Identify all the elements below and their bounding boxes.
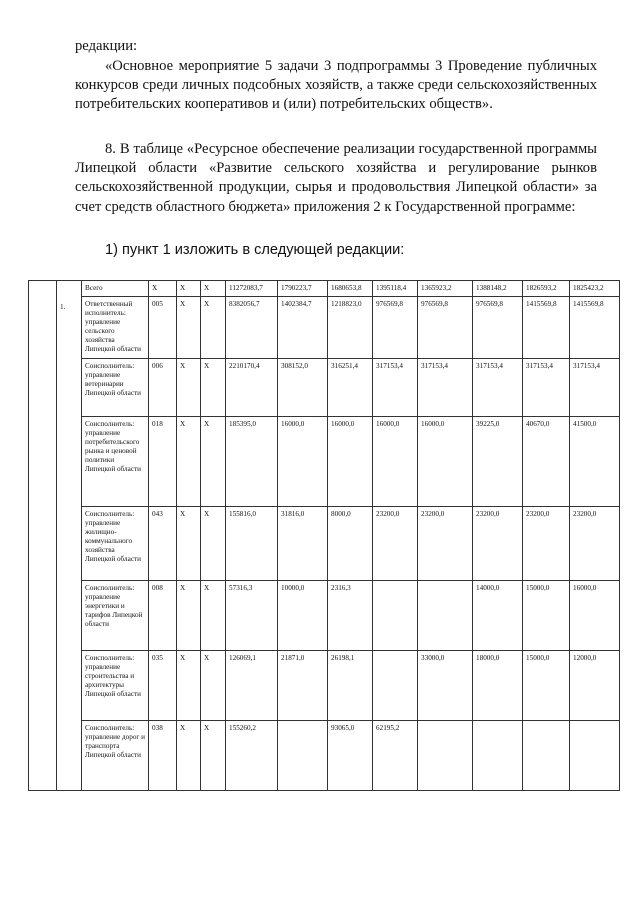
- target-code-cell: Х: [201, 297, 226, 359]
- executor-name-cell: Всего: [82, 281, 149, 297]
- section-code-cell: Х: [177, 721, 201, 791]
- budget-code-cell: 008: [149, 581, 177, 651]
- amount-cell: 15000,0: [523, 581, 570, 651]
- amount-cell: 2316,3: [328, 581, 373, 651]
- executor-name-cell: Соисполнитель: управление жилищно-коммунального хозяйства Липецкой области: [82, 507, 149, 581]
- amount-cell: [418, 581, 473, 651]
- target-code-cell: Х: [201, 281, 226, 297]
- amount-cell: [278, 721, 328, 791]
- amount-cell: 15000,0: [523, 651, 570, 721]
- section-code-cell: Х: [177, 297, 201, 359]
- amount-cell: 1790223,7: [278, 281, 328, 297]
- amount-cell: 2210170,4: [226, 359, 278, 417]
- amount-cell: 40670,0: [523, 417, 570, 507]
- amount-cell: [523, 721, 570, 791]
- table-row: [29, 507, 620, 581]
- amount-cell: 23200,0: [523, 507, 570, 581]
- amount-cell: [373, 581, 418, 651]
- amount-cell: 317153,4: [418, 359, 473, 417]
- budget-code-cell: 038: [149, 721, 177, 791]
- amount-cell: 16000,0: [328, 417, 373, 507]
- amount-cell: 308152,0: [278, 359, 328, 417]
- amount-cell: 23200,0: [473, 507, 523, 581]
- executor-name-cell: Соисполнитель: управление потребительского рынка и ценовой политики Липецкой области: [82, 417, 149, 507]
- section-code-cell: Х: [177, 581, 201, 651]
- paragraph-3: 1) пункт 1 изложить в следующей редакции:: [105, 242, 405, 258]
- amount-cell: 1415569,8: [523, 297, 570, 359]
- amount-cell: 155816,0: [226, 507, 278, 581]
- amount-cell: 1402384,7: [278, 297, 328, 359]
- section-code-cell: Х: [177, 417, 201, 507]
- heading-line: редакции:: [75, 38, 138, 54]
- amount-cell: 185395,0: [226, 417, 278, 507]
- resource-table: [28, 280, 620, 791]
- table-row: [29, 281, 620, 297]
- target-code-cell: Х: [201, 507, 226, 581]
- executor-name-cell: Соисполнитель: управление дорог и транспорта Липецкой области: [82, 721, 149, 791]
- executor-name-cell: Соисполнитель: управление ветеринарии Липецкой области: [82, 359, 149, 417]
- amount-cell: 16000,0: [570, 581, 620, 651]
- amount-cell: [473, 721, 523, 791]
- amount-cell: 16000,0: [418, 417, 473, 507]
- amount-cell: 126069,1: [226, 651, 278, 721]
- amount-cell: 16000,0: [373, 417, 418, 507]
- section-code-cell: Х: [177, 507, 201, 581]
- section-code-cell: Х: [177, 359, 201, 417]
- amount-cell: 1825423,2: [570, 281, 620, 297]
- target-code-cell: Х: [201, 581, 226, 651]
- amount-cell: 11272083,7: [226, 281, 278, 297]
- amount-cell: [570, 721, 620, 791]
- amount-cell: [373, 651, 418, 721]
- amount-cell: 16000,0: [278, 417, 328, 507]
- executor-name-cell: Ответственный исполнитель: управление сельского хозяйства Липецкой области: [82, 297, 149, 359]
- amount-cell: 14000,0: [473, 581, 523, 651]
- table-row: [29, 721, 620, 791]
- amount-cell: 1680653,8: [328, 281, 373, 297]
- amount-cell: 976569,8: [418, 297, 473, 359]
- amount-cell: 155260,2: [226, 721, 278, 791]
- amount-cell: 33000,0: [418, 651, 473, 721]
- amount-cell: 23200,0: [570, 507, 620, 581]
- budget-code-cell: 005: [149, 297, 177, 359]
- budget-code-cell: 043: [149, 507, 177, 581]
- amount-cell: 26198,1: [328, 651, 373, 721]
- executor-name-cell: Соисполнитель: управление строительства и архитектуры Липецкой области: [82, 651, 149, 721]
- amount-cell: 31816,0: [278, 507, 328, 581]
- target-code-cell: Х: [201, 417, 226, 507]
- amount-cell: 41500,0: [570, 417, 620, 507]
- target-code-cell: Х: [201, 359, 226, 417]
- amount-cell: 8000,0: [328, 507, 373, 581]
- amount-cell: 317153,4: [523, 359, 570, 417]
- table-body: [29, 281, 620, 791]
- section-code-cell: Х: [177, 281, 201, 297]
- table-row: [29, 359, 620, 417]
- executor-name-cell: Соисполнитель: управление энергетики и тарифов Липецкой области: [82, 581, 149, 651]
- amount-cell: 317153,4: [570, 359, 620, 417]
- amount-cell: 39225,0: [473, 417, 523, 507]
- table-row: [29, 297, 620, 359]
- budget-code-cell: 006: [149, 359, 177, 417]
- amount-cell: 1388148,2: [473, 281, 523, 297]
- amount-cell: 12000,0: [570, 651, 620, 721]
- amount-cell: 1415569,8: [570, 297, 620, 359]
- budget-code-cell: 035: [149, 651, 177, 721]
- amount-cell: 1365923,2: [418, 281, 473, 297]
- table-row: [29, 581, 620, 651]
- amount-cell: 976569,8: [373, 297, 418, 359]
- amount-cell: 18000,0: [473, 651, 523, 721]
- target-code-cell: Х: [201, 721, 226, 791]
- table-row: [29, 417, 620, 507]
- amount-cell: 1826593,2: [523, 281, 570, 297]
- amount-cell: 976569,8: [473, 297, 523, 359]
- paragraph-event-description: [75, 57, 597, 115]
- table-row: [29, 651, 620, 721]
- amount-cell: 317153,4: [473, 359, 523, 417]
- target-code-cell: Х: [201, 651, 226, 721]
- amount-cell: 57316,3: [226, 581, 278, 651]
- amount-cell: 10000,0: [278, 581, 328, 651]
- item-number-cell: 1.: [57, 281, 82, 791]
- amount-cell: 21871,0: [278, 651, 328, 721]
- budget-code-cell: 018: [149, 417, 177, 507]
- paragraph-1: «Основное мероприятие 5 задачи 3 подпрограммы 3 Проведение публичных конкурсов среди личных подсобных хозяйств, а также среди сельскохозяйственных потребительских кооперативов и (или) потребительских обществ».: [75, 58, 597, 113]
- section-code-cell: Х: [177, 651, 201, 721]
- amount-cell: 1395118,4: [373, 281, 418, 297]
- amount-cell: 316251,4: [328, 359, 373, 417]
- budget-code-cell: Х: [149, 281, 177, 297]
- amount-cell: 8382056,7: [226, 297, 278, 359]
- amount-cell: [418, 721, 473, 791]
- amount-cell: 23200,0: [373, 507, 418, 581]
- blank-cell: [29, 281, 57, 791]
- amount-cell: 1218823,0: [328, 297, 373, 359]
- paragraph-2: 8. В таблице «Ресурсное обеспечение реализации государственной программы Липецкой области «Развитие сельского хозяйства и регулирование рынков сельскохозяйственной продукции, сырья и продовольствия Липецкой области» за счет средств областного бюджета» приложения 2 к Государственной программе:: [75, 141, 597, 215]
- amount-cell: 93065,0: [328, 721, 373, 791]
- amount-cell: 62195,2: [373, 721, 418, 791]
- amount-cell: 317153,4: [373, 359, 418, 417]
- amount-cell: 23200,0: [418, 507, 473, 581]
- paragraph-table-amendment: [75, 140, 597, 217]
